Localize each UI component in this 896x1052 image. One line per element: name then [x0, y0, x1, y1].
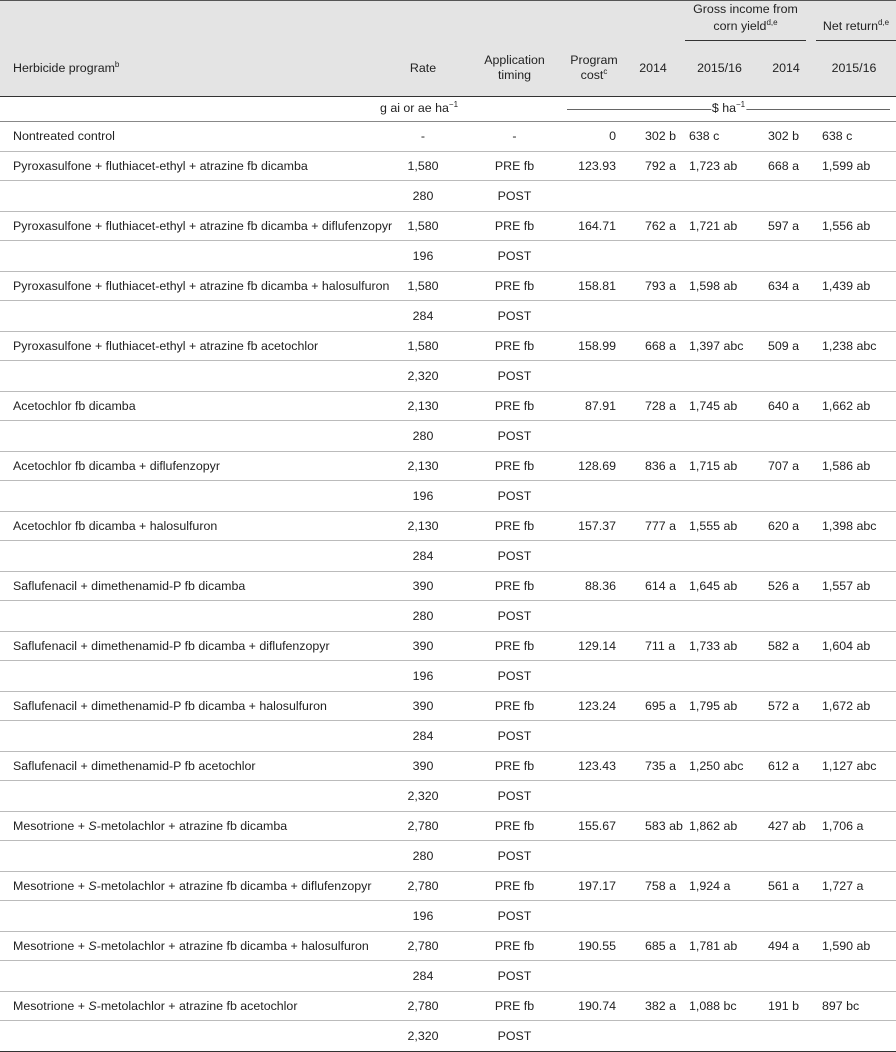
gross-2015-16-cell: [679, 181, 760, 212]
herbicide-cell: Acetochlor fb dicamba + diflufenzopyr: [0, 451, 378, 481]
table-subrow: [0, 481, 896, 512]
net-2015-16-cell: [812, 661, 896, 692]
table-subrow: [0, 541, 896, 572]
rate-cell: 284: [378, 961, 468, 992]
herbicide-cell: Pyroxasulfone + fluthiacet-ethyl + atrazine fb dicamba + diflufenzopyr: [0, 211, 378, 241]
timing-cell: POST: [468, 481, 561, 512]
herbicide-cell: [0, 481, 378, 512]
timing-cell: POST: [468, 541, 561, 572]
timing-cell: POST: [468, 241, 561, 272]
table-header: [0, 1, 896, 97]
rate-cell: 2,780: [378, 991, 468, 1021]
net-return-label: Net return: [822, 19, 878, 34]
timing-cell: POST: [468, 361, 561, 392]
gross-2015-16-cell: [679, 961, 760, 992]
cost-cell: 190.55: [561, 931, 627, 961]
net-2015-16-cell: [812, 181, 896, 212]
timing-cell: POST: [468, 901, 561, 932]
timing-cell: PRE fb: [468, 691, 561, 721]
rate-cell: 2,320: [378, 361, 468, 392]
net-2014-cell: [760, 181, 812, 212]
net-2014-cell: [760, 481, 812, 512]
gross-2015-16-cell: 1,088 bc: [679, 991, 760, 1021]
timing-cell: PRE fb: [468, 271, 561, 301]
table-row: [0, 271, 896, 301]
cost-cell: [561, 541, 627, 572]
rate-cell: 2,320: [378, 1021, 468, 1052]
herbicide-cell: Saflufenacil + dimethenamid-P fb dicamba: [0, 571, 378, 601]
gross-2014-cell: 695 a: [627, 691, 679, 721]
net-2014-cell: [760, 241, 812, 272]
col-header-gross-2015-16: 2015/16: [679, 41, 760, 97]
table-subrow: [0, 601, 896, 632]
timing-cell: POST: [468, 1021, 561, 1052]
net-2015-16-cell: [812, 301, 896, 332]
gross-2014-cell: [627, 961, 679, 992]
net-2014-cell: [760, 841, 812, 872]
col-header-gross-2014: 2014: [627, 41, 679, 97]
gross-2014-cell: [627, 241, 679, 272]
gross-2014-cell: 792 a: [627, 151, 679, 181]
gross-2015-16-cell: 1,924 a: [679, 871, 760, 901]
timing-cell: POST: [468, 721, 561, 752]
gross-2014-cell: [627, 481, 679, 512]
net-2015-16-cell: 1,556 ab: [812, 211, 896, 241]
cost-cell: [561, 181, 627, 212]
net-return-footnote: d,e: [877, 18, 890, 28]
net-2015-16-cell: 1,238 abc: [812, 331, 896, 361]
rate-cell: 1,580: [378, 331, 468, 361]
gross-2015-16-cell: 1,733 ab: [679, 631, 760, 661]
gross-2014-cell: 793 a: [627, 271, 679, 301]
net-2014-cell: [760, 661, 812, 692]
net-2015-16-cell: 1,662 ab: [812, 391, 896, 421]
net-2015-16-cell: [812, 901, 896, 932]
cost-cell: 129.14: [561, 631, 627, 661]
gross-2014-cell: [627, 661, 679, 692]
gross-2014-cell: 777 a: [627, 511, 679, 541]
net-2014-cell: [760, 901, 812, 932]
gross-2014-cell: [627, 601, 679, 632]
net-2015-16-cell: 1,586 ab: [812, 451, 896, 481]
gross-2015-16-cell: [679, 721, 760, 752]
gross-2014-cell: [627, 301, 679, 332]
rate-cell: 1,580: [378, 211, 468, 241]
herbicide-cell: [0, 301, 378, 332]
timing-cell: PRE fb: [468, 391, 561, 421]
gross-2014-cell: 711 a: [627, 631, 679, 661]
timing-cell: POST: [468, 181, 561, 212]
timing-cell: POST: [468, 601, 561, 632]
timing-cell: PRE fb: [468, 571, 561, 601]
gross-2014-cell: [627, 781, 679, 812]
table-subrow: [0, 361, 896, 392]
net-2014-cell: [760, 961, 812, 992]
cost-cell: [561, 601, 627, 632]
col-header-herbicide: Herbicide program$^b$: [0, 41, 378, 97]
cost-cell: 123.43: [561, 751, 627, 781]
table-row: [0, 991, 896, 1021]
table-row: [0, 331, 896, 361]
table-row: [0, 391, 896, 421]
cost-cell: [561, 781, 627, 812]
gross-2015-16-cell: [679, 301, 760, 332]
rate-cell: 390: [378, 631, 468, 661]
gross-2015-16-cell: [679, 901, 760, 932]
net-2014-cell: 640 a: [760, 391, 812, 421]
gross-2014-cell: 758 a: [627, 871, 679, 901]
gross-2015-16-cell: 1,598 ab: [679, 271, 760, 301]
net-2015-16-cell: [812, 601, 896, 632]
herbicide-cell: Pyroxasulfone + fluthiacet-ethyl + atrazine fb dicamba + halosulfuron: [0, 271, 378, 301]
herbicide-cell: Saflufenacil + dimethenamid-P fb dicamba + halosulfuron: [0, 691, 378, 721]
timing-cell: POST: [468, 781, 561, 812]
gross-2014-cell: 302 b: [627, 121, 679, 151]
table-row: [0, 211, 896, 241]
cost-cell: [561, 721, 627, 752]
table-subrow: [0, 781, 896, 812]
cost-cell: [561, 361, 627, 392]
table-row: [0, 451, 896, 481]
cost-cell: 190.74: [561, 991, 627, 1021]
herbicide-cell: Mesotrione + S-metolachlor + atrazine fb dicamba: [0, 811, 378, 841]
gross-2015-16-cell: [679, 421, 760, 452]
gross-2015-16-cell: [679, 661, 760, 692]
col-header-net-2014: 2014: [760, 41, 812, 97]
rate-cell: 2,780: [378, 931, 468, 961]
gross-2014-cell: 735 a: [627, 751, 679, 781]
cost-cell: 155.67: [561, 811, 627, 841]
net-2014-cell: [760, 721, 812, 752]
table-subrow: [0, 181, 896, 212]
timing-cell: POST: [468, 301, 561, 332]
herbicide-cell: Nontreated control: [0, 121, 378, 151]
net-2014-cell: 582 a: [760, 631, 812, 661]
timing-cell: PRE fb: [468, 751, 561, 781]
net-2015-16-cell: 1,557 ab: [812, 571, 896, 601]
cost-cell: 164.71: [561, 211, 627, 241]
net-2014-cell: [760, 421, 812, 452]
table-row: [0, 691, 896, 721]
gross-2015-16-cell: [679, 781, 760, 812]
herbicide-cell: Mesotrione + S-metolachlor + atrazine fb dicamba + halosulfuron: [0, 931, 378, 961]
timing-cell: PRE fb: [468, 511, 561, 541]
gross-2015-16-cell: [679, 481, 760, 512]
gross-2015-16-cell: 1,555 ab: [679, 511, 760, 541]
net-2015-16-cell: 1,439 ab: [812, 271, 896, 301]
gross-2014-cell: [627, 901, 679, 932]
herbicide-cell: [0, 721, 378, 752]
net-2015-16-cell: [812, 361, 896, 392]
col-header-net-2015-16: 2015/16: [812, 41, 896, 97]
table-subrow: [0, 421, 896, 452]
net-2014-cell: 526 a: [760, 571, 812, 601]
herbicide-cell: [0, 661, 378, 692]
table-row: [0, 811, 896, 841]
net-2014-cell: 707 a: [760, 451, 812, 481]
gross-2014-cell: [627, 361, 679, 392]
net-2015-16-cell: [812, 241, 896, 272]
rate-cell: 284: [378, 301, 468, 332]
rate-cell: 1,580: [378, 151, 468, 181]
net-2015-16-cell: 1,599 ab: [812, 151, 896, 181]
rate-cell: 196: [378, 661, 468, 692]
net-2015-16-cell: [812, 1021, 896, 1052]
net-2014-cell: 668 a: [760, 151, 812, 181]
timing-cell: PRE fb: [468, 151, 561, 181]
col-header-timing: Application timing: [468, 41, 561, 97]
net-2015-16-cell: 1,127 abc: [812, 751, 896, 781]
table-subrow: [0, 301, 896, 332]
table-row: [0, 631, 896, 661]
net-2014-cell: 427 ab: [760, 811, 812, 841]
cost-cell: 157.37: [561, 511, 627, 541]
gross-2014-cell: [627, 421, 679, 452]
net-2015-16-cell: [812, 841, 896, 872]
net-2015-16-cell: 1,398 abc: [812, 511, 896, 541]
herbicide-cell: [0, 241, 378, 272]
gross-2015-16-cell: 1,723 ab: [679, 151, 760, 181]
herbicide-cell: [0, 961, 378, 992]
net-2015-16-cell: 897 bc: [812, 991, 896, 1021]
rate-cell: 390: [378, 691, 468, 721]
gross-2014-cell: 836 a: [627, 451, 679, 481]
timing-cell: PRE fb: [468, 331, 561, 361]
rate-cell: 390: [378, 571, 468, 601]
herbicide-cell: [0, 421, 378, 452]
herbicide-cell: Acetochlor fb dicamba + halosulfuron: [0, 511, 378, 541]
gross-2015-16-cell: [679, 361, 760, 392]
gross-2014-cell: 614 a: [627, 571, 679, 601]
net-2014-cell: 572 a: [760, 691, 812, 721]
timing-cell: PRE fb: [468, 991, 561, 1021]
gross-2015-16-cell: 1,795 ab: [679, 691, 760, 721]
herbicide-cell: [0, 541, 378, 572]
timing-cell: POST: [468, 421, 561, 452]
table-row: [0, 151, 896, 181]
rate-units: g ai or ae $ha^{-1}$: [378, 96, 561, 121]
gross-2014-cell: 668 a: [627, 331, 679, 361]
timing-cell: PRE fb: [468, 811, 561, 841]
gross-2014-cell: 762 a: [627, 211, 679, 241]
gross-2014-cell: [627, 841, 679, 872]
net-2014-cell: 634 a: [760, 271, 812, 301]
gross-2015-16-cell: 1,721 ab: [679, 211, 760, 241]
rate-cell: 196: [378, 481, 468, 512]
cost-cell: [561, 301, 627, 332]
table-body: [0, 96, 896, 1051]
money-units: $ $ha^{-1}$: [561, 96, 896, 121]
cost-cell: 158.99: [561, 331, 627, 361]
rate-cell: 284: [378, 721, 468, 752]
gross-2015-16-cell: [679, 1021, 760, 1052]
rate-cell: 196: [378, 241, 468, 272]
net-2015-16-cell: 1,706 a: [812, 811, 896, 841]
rate-cell: 2,320: [378, 781, 468, 812]
rate-cell: 2,780: [378, 811, 468, 841]
table-subrow: [0, 241, 896, 272]
gross-2015-16-cell: 1,862 ab: [679, 811, 760, 841]
timing-cell: PRE fb: [468, 211, 561, 241]
rate-cell: 1,580: [378, 271, 468, 301]
net-2015-16-cell: [812, 481, 896, 512]
gross-2015-16-cell: 638 c: [679, 121, 760, 151]
gross-2014-cell: [627, 541, 679, 572]
gross-2015-16-cell: 1,781 ab: [679, 931, 760, 961]
net-2014-cell: 494 a: [760, 931, 812, 961]
table-subrow: [0, 841, 896, 872]
herbicide-cell: Saflufenacil + dimethenamid-P fb dicamba + diflufenzopyr: [0, 631, 378, 661]
net-2014-cell: [760, 361, 812, 392]
gross-2015-16-cell: [679, 601, 760, 632]
table-subrow: [0, 901, 896, 932]
net-2015-16-cell: 1,727 a: [812, 871, 896, 901]
gross-2014-cell: [627, 181, 679, 212]
net-2015-16-cell: 1,604 ab: [812, 631, 896, 661]
cost-cell: 158.81: [561, 271, 627, 301]
net-2014-cell: [760, 1021, 812, 1052]
net-2015-16-cell: 638 c: [812, 121, 896, 151]
gross-2015-16-cell: 1,397 abc: [679, 331, 760, 361]
net-2015-16-cell: 1,590 ab: [812, 931, 896, 961]
cost-cell: 197.17: [561, 871, 627, 901]
net-2014-cell: 561 a: [760, 871, 812, 901]
gross-2014-cell: [627, 1021, 679, 1052]
net-2014-cell: [760, 781, 812, 812]
cost-cell: 123.93: [561, 151, 627, 181]
rate-cell: 280: [378, 601, 468, 632]
net-return-header: [812, 1, 896, 41]
timing-cell: POST: [468, 661, 561, 692]
gross-2014-cell: 685 a: [627, 931, 679, 961]
col-header-cost: Program cost$^c$: [561, 41, 627, 97]
gross-2015-16-cell: [679, 541, 760, 572]
rate-cell: 280: [378, 181, 468, 212]
cost-cell: 88.36: [561, 571, 627, 601]
col-header-rate: Rate: [378, 41, 468, 97]
table-subrow: [0, 721, 896, 752]
cost-cell: [561, 241, 627, 272]
herbicide-cell: Pyroxasulfone + fluthiacet-ethyl + atrazine fb dicamba: [0, 151, 378, 181]
cost-cell: 0: [561, 121, 627, 151]
herbicide-cell: [0, 901, 378, 932]
gross-income-footnote: d,e: [766, 18, 778, 28]
gross-income-line2: corn yield: [713, 19, 767, 34]
gross-2014-cell: 382 a: [627, 991, 679, 1021]
table-subrow: [0, 961, 896, 992]
table-row: [0, 931, 896, 961]
table-subrow: [0, 1021, 896, 1052]
net-2015-16-cell: [812, 541, 896, 572]
timing-cell: PRE fb: [468, 631, 561, 661]
table-row: [0, 751, 896, 781]
net-2014-cell: 612 a: [760, 751, 812, 781]
cost-cell: [561, 841, 627, 872]
table-row: [0, 871, 896, 901]
gross-2015-16-cell: 1,745 ab: [679, 391, 760, 421]
gross-2015-16-cell: [679, 841, 760, 872]
gross-income-header: [679, 1, 812, 41]
cost-cell: 128.69: [561, 451, 627, 481]
net-2014-cell: 620 a: [760, 511, 812, 541]
net-2015-16-cell: [812, 721, 896, 752]
gross-2015-16-cell: 1,715 ab: [679, 451, 760, 481]
herbicide-cell: Saflufenacil + dimethenamid-P fb acetochlor: [0, 751, 378, 781]
timing-cell: PRE fb: [468, 451, 561, 481]
herbicide-cell: [0, 1021, 378, 1052]
gross-2015-16-cell: 1,645 ab: [679, 571, 760, 601]
net-2014-cell: 191 b: [760, 991, 812, 1021]
net-2014-cell: [760, 541, 812, 572]
herbicide-cell: [0, 601, 378, 632]
net-2015-16-cell: [812, 781, 896, 812]
rate-cell: 280: [378, 421, 468, 452]
net-2015-16-cell: [812, 421, 896, 452]
cost-cell: [561, 961, 627, 992]
herbicide-cell: [0, 361, 378, 392]
cost-cell: [561, 661, 627, 692]
net-2015-16-cell: 1,672 ab: [812, 691, 896, 721]
timing-cell: PRE fb: [468, 931, 561, 961]
net-2015-16-cell: [812, 961, 896, 992]
cost-cell: [561, 421, 627, 452]
rate-cell: 2,130: [378, 511, 468, 541]
table-row: [0, 571, 896, 601]
net-2014-cell: 509 a: [760, 331, 812, 361]
herbicide-cell: Mesotrione + S-metolachlor + atrazine fb dicamba + diflufenzopyr: [0, 871, 378, 901]
table-row: [0, 511, 896, 541]
timing-cell: PRE fb: [468, 871, 561, 901]
cost-cell: [561, 481, 627, 512]
table-row: [0, 121, 896, 151]
net-2014-cell: 302 b: [760, 121, 812, 151]
rate-cell: 196: [378, 901, 468, 932]
cost-cell: 123.24: [561, 691, 627, 721]
herbicide-cell: Mesotrione + S-metolachlor + atrazine fb acetochlor: [0, 991, 378, 1021]
gross-2015-16-cell: 1,250 abc: [679, 751, 760, 781]
gross-2014-cell: 728 a: [627, 391, 679, 421]
herbicide-cell: [0, 781, 378, 812]
rate-cell: 390: [378, 751, 468, 781]
net-2014-cell: [760, 301, 812, 332]
timing-cell: POST: [468, 961, 561, 992]
gross-2014-cell: 583 ab: [627, 811, 679, 841]
cost-cell: [561, 1021, 627, 1052]
rate-cell: -: [378, 121, 468, 151]
net-2014-cell: 597 a: [760, 211, 812, 241]
rate-cell: 2,130: [378, 391, 468, 421]
timing-cell: -: [468, 121, 561, 151]
units-row: [0, 96, 896, 121]
cost-cell: [561, 901, 627, 932]
rate-cell: 284: [378, 541, 468, 572]
gross-2015-16-cell: [679, 241, 760, 272]
cost-cell: 87.91: [561, 391, 627, 421]
net-2014-cell: [760, 601, 812, 632]
herbicide-cell: Pyroxasulfone + fluthiacet-ethyl + atrazine fb acetochlor: [0, 331, 378, 361]
herbicide-cell: Acetochlor fb dicamba: [0, 391, 378, 421]
table-subrow: [0, 661, 896, 692]
gross-2014-cell: [627, 721, 679, 752]
herbicide-cell: [0, 181, 378, 212]
rate-cell: 2,780: [378, 871, 468, 901]
rate-cell: 2,130: [378, 451, 468, 481]
timing-cell: POST: [468, 841, 561, 872]
herbicide-cell: [0, 841, 378, 872]
rate-cell: 280: [378, 841, 468, 872]
gross-income-line1: Gross income from: [693, 2, 798, 16]
